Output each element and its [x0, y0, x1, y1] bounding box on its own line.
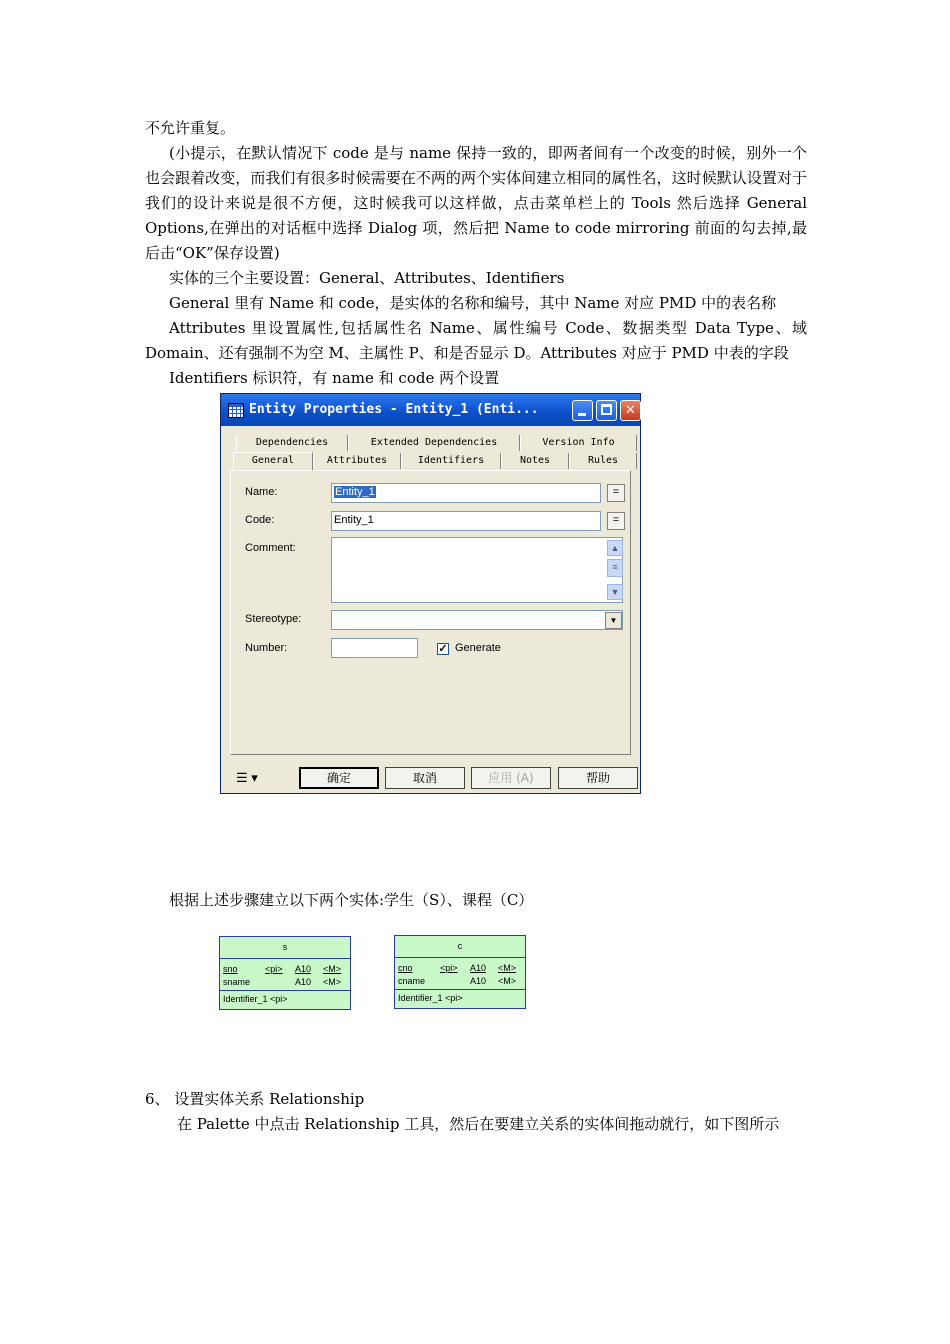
scroll-thumb[interactable]: ≡	[607, 559, 623, 577]
attribute-type: A10	[295, 977, 312, 987]
entity-identifier: Identifier_1 <pi>	[223, 994, 288, 1004]
attribute-name: cname	[398, 976, 426, 986]
tab-version-info[interactable]: Version Info	[520, 435, 637, 451]
minimize-button[interactable]	[572, 400, 593, 421]
close-button[interactable]	[620, 400, 641, 421]
attribute-m: <M>	[498, 976, 517, 986]
attribute-name: sno	[223, 964, 238, 974]
attribute-m: <M>	[323, 977, 342, 987]
maximize-icon	[601, 404, 612, 415]
stereotype-label: Stereotype:	[245, 613, 302, 625]
paragraph-identifiers: Identifiers 标识符，有 name 和 code 两个设置	[169, 369, 500, 387]
attribute-row	[398, 962, 523, 974]
paragraph-1: 不允许重复。	[145, 119, 236, 137]
paragraph-relationship: 在 Palette 中点击 Relationship 工具，然后在要建立关系的实体间拖动就行，如下图所示	[177, 1115, 780, 1133]
entity-attributes	[395, 958, 525, 990]
ok-button[interactable]: 确定	[299, 767, 379, 789]
title-bar	[221, 394, 640, 426]
tab-general[interactable]: General	[233, 452, 313, 471]
tab-notes[interactable]: Notes	[501, 453, 569, 469]
code-input[interactable]: Entity_1	[331, 511, 601, 531]
tab-dependencies[interactable]: Dependencies	[236, 435, 348, 451]
attribute-name: cno	[398, 963, 413, 973]
tab-identifiers[interactable]: Identifiers	[401, 453, 501, 469]
attribute-row	[223, 963, 348, 975]
entity-c	[394, 935, 526, 1009]
tab-attributes[interactable]: Attributes	[313, 453, 401, 469]
paragraph-attributes: Attributes 里设置属性,包括属性名 Name、属性编号 Code、数据类型 Data Type、域 Domain、还有强制不为空 M、主属性 P、和是否显示 D。Attributes 对应于 PMD 中表的字段	[145, 319, 807, 362]
name-eq-button[interactable]: =	[607, 484, 625, 502]
comment-label: Comment:	[245, 542, 296, 554]
chevron-down-icon[interactable]: ▼	[605, 612, 622, 629]
section-heading-relationship: 6、 设置实体关系 Relationship	[145, 1090, 365, 1108]
attribute-m: <M>	[498, 963, 517, 973]
paragraph-tip: (小提示，在默认情况下 code 是与 name 保持一致的，即两者间有一个改变的时候，别外一个也会跟着改变，而我们有很多时候需要在不两的两个实体间建立相同的属性名，这时候默认设置对于我们的设计来说是很不方便，这时候我可以这样做，点击菜单栏上的 Tools 然后选择 General Options,在弹出的对话框中选择 Dialog 项，然后把 Name to code mirroring 前面的勾去掉,最后击“OK”保存设置)	[145, 144, 807, 262]
entity-attributes	[220, 959, 350, 991]
code-eq-button[interactable]: =	[607, 512, 625, 530]
stereotype-select[interactable]	[331, 610, 623, 630]
scroll-up-icon[interactable]: ▲	[607, 540, 623, 556]
tab-extended-dependencies[interactable]: Extended Dependencies	[348, 435, 520, 451]
dialog-title: Entity Properties - Entity_1 (Enti...	[249, 402, 539, 417]
name-label: Name:	[245, 486, 278, 498]
scroll-down-icon[interactable]: ▼	[607, 584, 623, 600]
entity-name: c	[395, 936, 525, 958]
comment-textarea[interactable]	[331, 537, 623, 603]
entity-s	[219, 936, 351, 1010]
attribute-row	[398, 975, 523, 987]
table-icon	[228, 403, 244, 418]
attribute-type: A10	[470, 963, 487, 973]
maximize-button[interactable]	[596, 400, 617, 421]
entity-identifier: Identifier_1 <pi>	[398, 993, 463, 1003]
close-icon: ✕	[625, 403, 636, 418]
paragraph-main-settings: 实体的三个主要设置：General、Attributes、Identifiers	[169, 269, 565, 287]
help-button[interactable]: 帮助	[558, 767, 638, 789]
generate-label: Generate	[455, 642, 501, 654]
attribute-type: A10	[295, 964, 312, 974]
minimize-icon	[578, 413, 586, 416]
number-label: Number:	[245, 642, 288, 654]
attribute-name: sname	[223, 977, 251, 987]
number-input[interactable]	[331, 638, 418, 658]
name-input[interactable]: Entity_1	[331, 483, 601, 503]
attribute-type: A10	[470, 976, 487, 986]
attribute-row	[223, 976, 348, 988]
attribute-m: <M>	[323, 964, 342, 974]
apply-button[interactable]: 应用 (A)	[471, 767, 551, 789]
entity-properties-dialog	[220, 393, 641, 794]
properties-menu-icon[interactable]: ☰ ▾	[236, 770, 258, 785]
code-label: Code:	[245, 514, 275, 526]
entity-name: s	[220, 937, 350, 959]
tab-rules[interactable]: Rules	[569, 453, 637, 469]
paragraph-general: General 里有 Name 和 code，是实体的名称和编号，其中 Name 对应 PMD 中的表名称	[169, 294, 777, 312]
attribute-pi: <pi>	[440, 963, 458, 973]
attribute-pi: <pi>	[265, 964, 283, 974]
generate-checkbox[interactable]: ✓	[438, 643, 448, 655]
cancel-button[interactable]: 取消	[385, 767, 465, 789]
paragraph-create-entities: 根据上述步骤建立以下两个实体:学生（S）、课程（C）	[169, 891, 534, 909]
